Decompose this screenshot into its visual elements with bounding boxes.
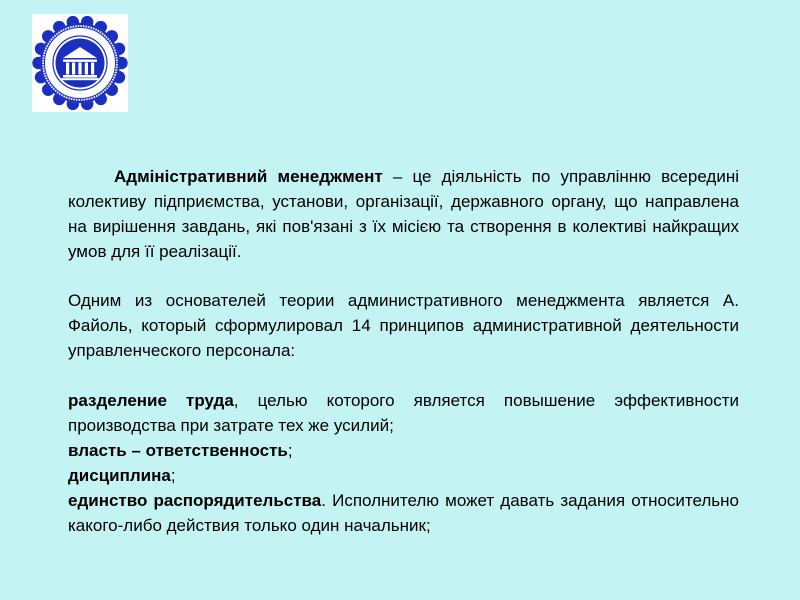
- principle-text: . Исполнителю может давать задания относительно какого-либо действия только один начальник;: [68, 491, 740, 535]
- definition-text: – це діяльність по управлінню всередині колективу підприємства, установи, організації, державного органу, що направлена на вирішення завдань, які пов'язані з їх місією та створення в колективі найкращих умов для її реалізації.: [68, 167, 739, 261]
- principle-term: власть – ответственность: [68, 441, 288, 460]
- principle-item: [68, 488, 739, 538]
- principle-term: разделение труда: [68, 391, 234, 410]
- principle-text: , целью которого является повышение эффективности производства при затрате тех же усилий;: [68, 391, 739, 435]
- principles-list: [68, 388, 739, 538]
- university-seal-graphic: [32, 14, 128, 112]
- principle-term: дисциплина: [68, 466, 171, 485]
- principle-item: [68, 463, 739, 488]
- principle-text: ;: [287, 441, 293, 460]
- principle-term: единство распорядительства: [68, 491, 322, 510]
- founder-paragraph: Одним из основателей теории административного менеджмента является А. Файоль, который сформулировал 14 принципов административной деятельности управленческого персонала:: [68, 291, 739, 360]
- principle-item: [68, 438, 739, 463]
- university-seal-icon: [32, 14, 128, 112]
- definition-term: Адміністративний менеджмент: [114, 167, 383, 186]
- definition-paragraph: [68, 164, 739, 264]
- principle-item: [68, 388, 739, 438]
- principle-text: ;: [170, 466, 176, 485]
- slide-body: [68, 164, 739, 538]
